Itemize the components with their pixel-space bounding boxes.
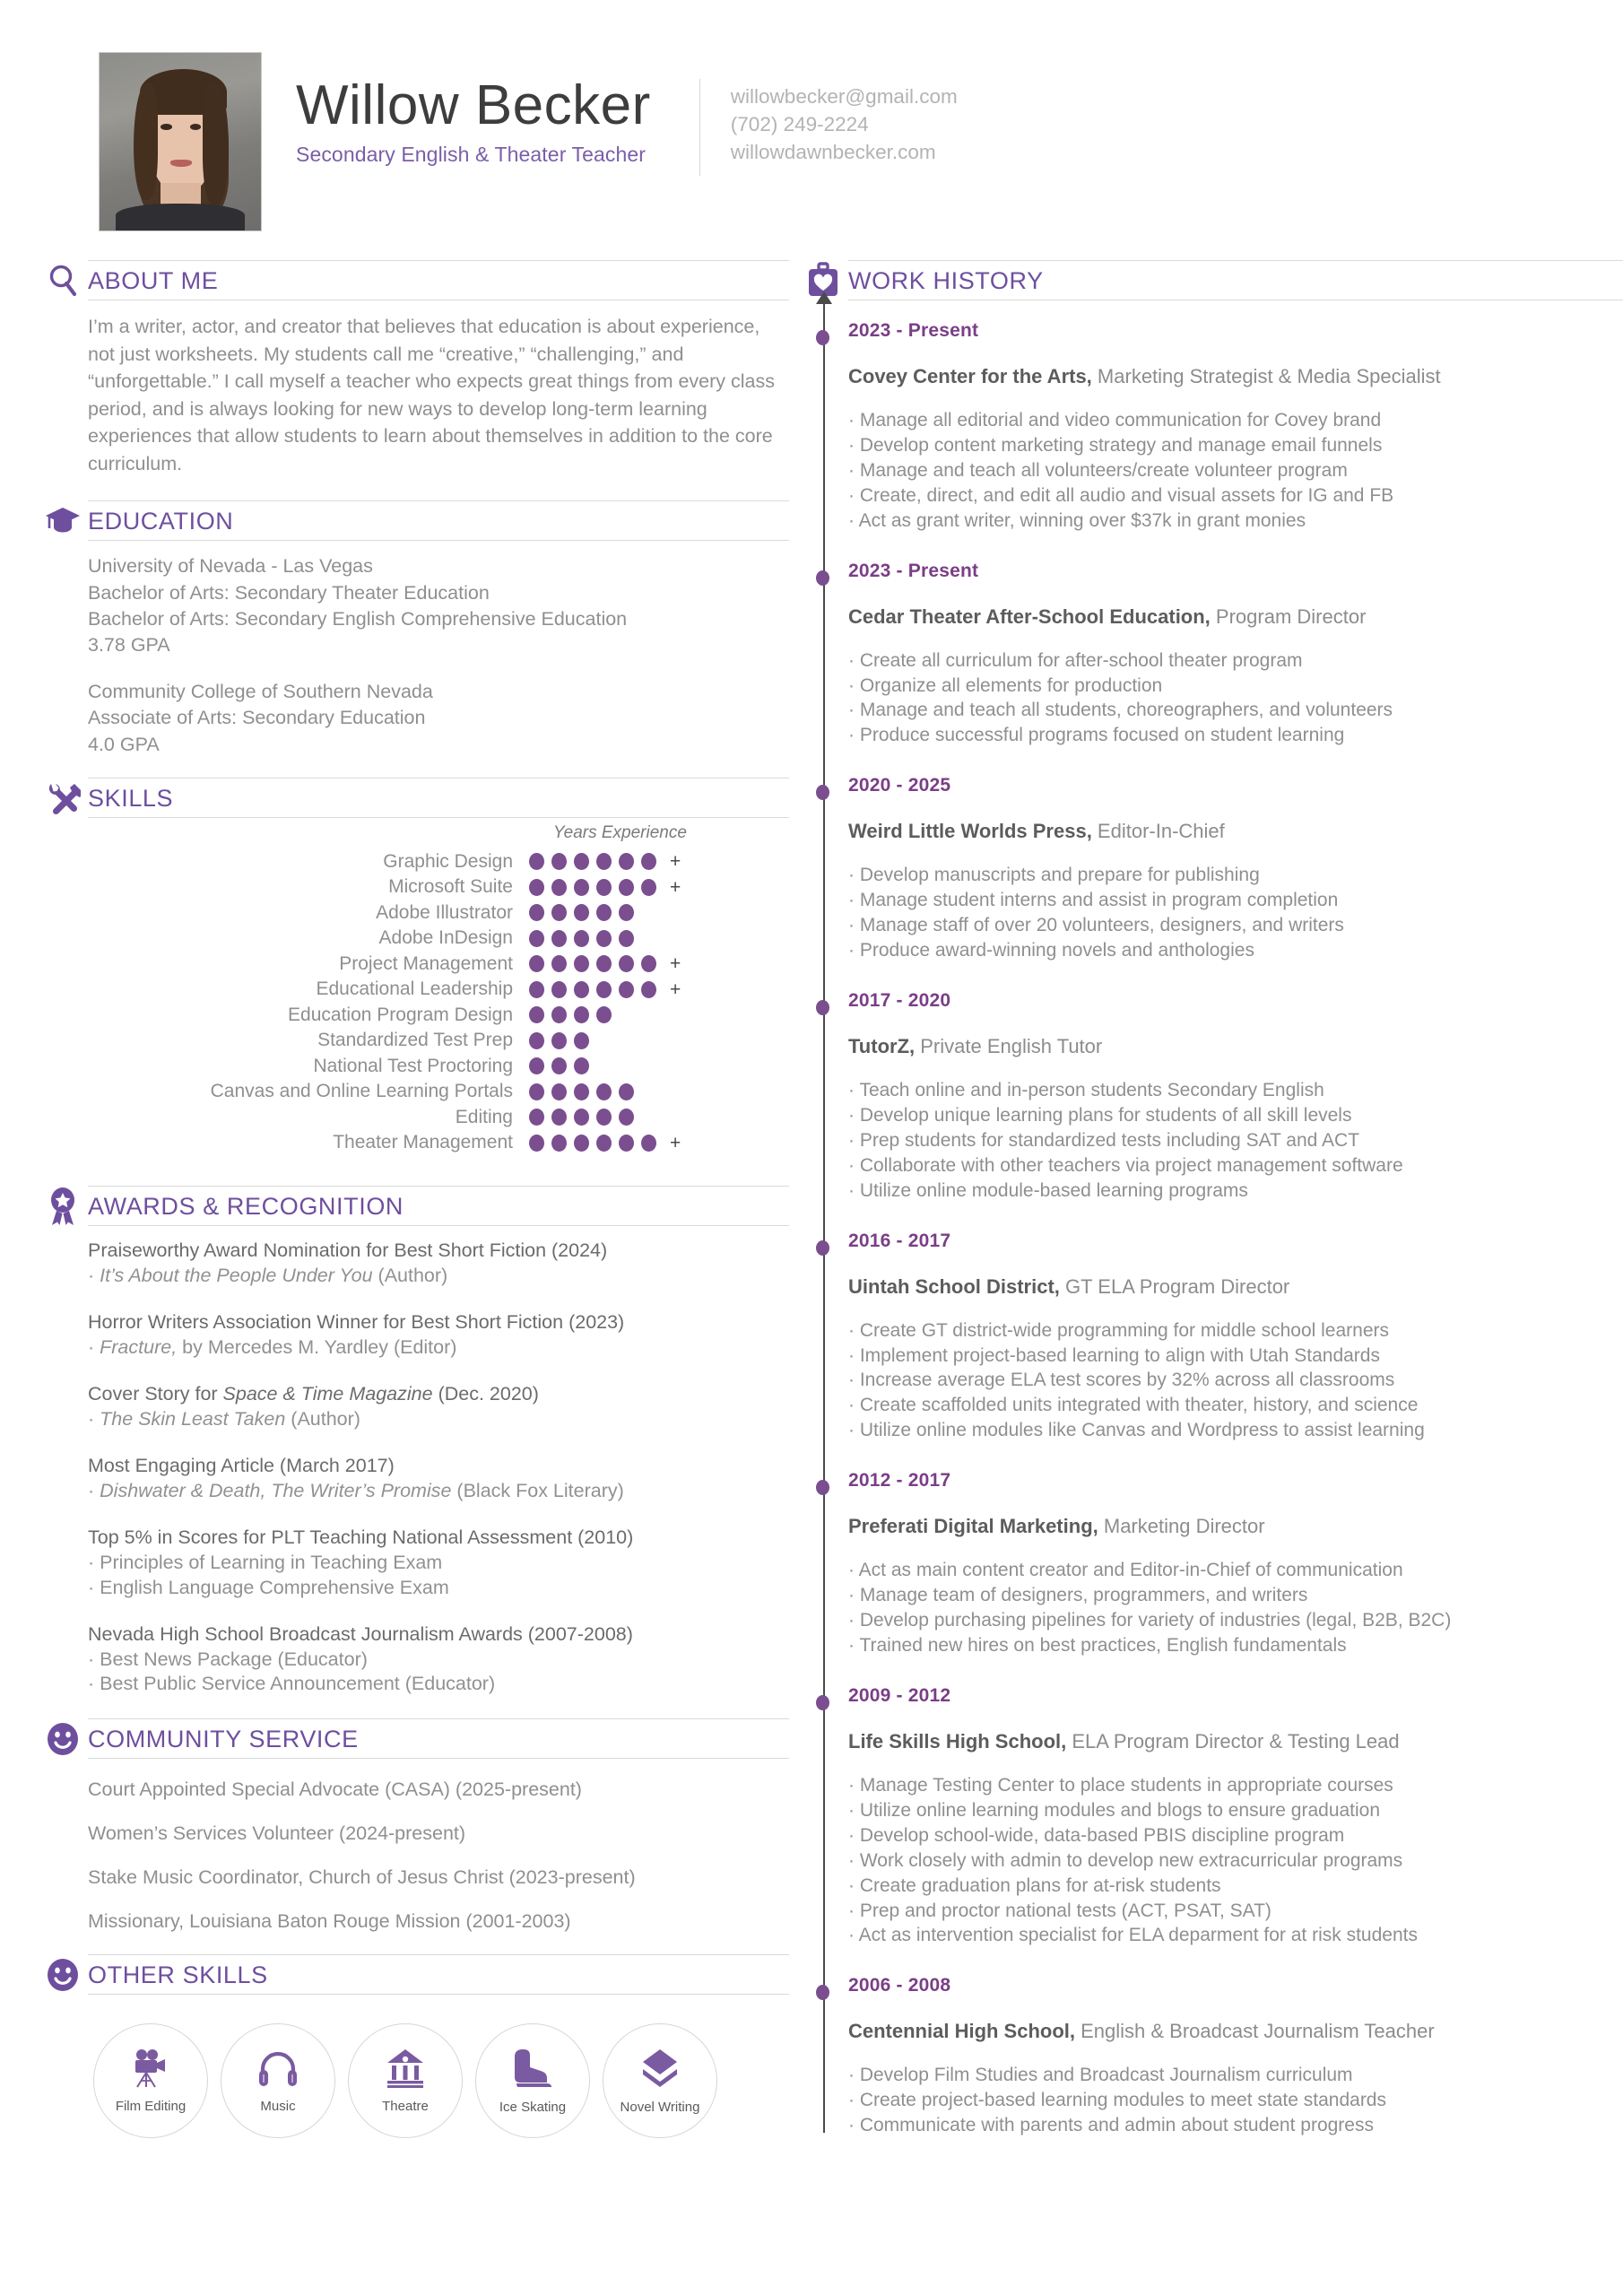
job-bullet: · Utilize online module-based learning programs	[848, 1179, 1248, 1201]
job-title-line	[848, 605, 1623, 629]
other-skills-row	[93, 2007, 789, 2138]
section-title: AWARDS & RECOGNITION	[88, 1193, 404, 1221]
skill-name: Graphic Design	[383, 850, 513, 872]
job-bullet: · Communicate with parents and admin about student progress	[848, 2115, 1374, 2136]
section-title: COMMUNITY SERVICE	[88, 1726, 359, 1753]
job-bullet-list	[848, 1558, 1623, 1658]
work-history-entry	[848, 1975, 1623, 2138]
award-entry	[88, 1310, 789, 1361]
rating-dot	[529, 955, 544, 972]
job-bullet: · Utilize online learning modules and blogs to ensure graduation	[848, 1799, 1381, 1821]
education-institution: University of Nevada - Las Vegas	[88, 555, 373, 578]
smiley-icon	[38, 1721, 88, 1757]
rating-dot	[551, 930, 567, 947]
right-column	[789, 260, 1623, 2165]
other-skill-label: Music	[260, 2098, 296, 2114]
job-bullet: · Organize all elements for production	[848, 674, 1163, 696]
job-bullet: · Manage all editorial and video communication for Covey brand	[848, 410, 1382, 430]
award-detail: · English Language Comprehensive Exam	[88, 1576, 449, 1598]
layers-icon	[639, 2048, 681, 2093]
section-title: EDUCATION	[88, 508, 234, 535]
job-title-line	[848, 1730, 1623, 1753]
award-title: Most Engaging Article (March 2017)	[88, 1454, 395, 1476]
rating-dot	[551, 981, 567, 998]
rating-dot	[551, 1083, 567, 1100]
rating-dot	[551, 1006, 567, 1023]
rating-dot	[529, 879, 544, 896]
rating-dot	[641, 955, 656, 972]
job-date-range: 2012 - 2017	[848, 1470, 951, 1492]
job-bullet: · Act as grant writer, winning over $37k in grant monies	[848, 509, 1306, 531]
job-bullet: · Create GT district-wide programming for middle school learners	[848, 1319, 1389, 1341]
rating-dot	[596, 930, 612, 947]
rating-dot	[641, 981, 656, 998]
section-title: ABOUT ME	[88, 267, 219, 294]
rating-dot	[529, 930, 544, 947]
work-history-entry	[848, 990, 1623, 1204]
timeline-arrow-icon	[816, 291, 832, 304]
job-bullet: · Teach online and in-person students Secondary English	[848, 1079, 1324, 1100]
work-history-entry	[848, 775, 1623, 963]
skill-name: Canvas and Online Learning Portals	[210, 1081, 513, 1102]
education-detail: Associate of Arts: Secondary Education	[88, 707, 426, 729]
award-entry	[88, 1526, 789, 1601]
community-service-item: Women’s Services Volunteer (2024-present)	[88, 1822, 466, 1845]
job-bullet: · Manage team of designers, programmers, and writers	[848, 1585, 1308, 1606]
rating-dot	[619, 1083, 634, 1100]
award-detail: · The Skin Least Taken (Author)	[88, 1407, 360, 1430]
rating-dot	[596, 955, 612, 972]
resume-header	[0, 0, 1623, 231]
job-role: ELA Program Director & Testing Lead	[1066, 1729, 1400, 1752]
classical-building-icon	[384, 2048, 427, 2092]
work-history-list	[798, 300, 1623, 2138]
job-bullet: · Act as intervention specialist for ELA deparment for at risk students	[848, 1925, 1418, 1946]
job-bullet: · Trained new hires on best practices, English fundamentals	[848, 1634, 1347, 1656]
skill-name: Microsoft Suite	[388, 876, 513, 898]
rating-dot	[619, 981, 634, 998]
job-company: Weird Little Worlds Press,	[848, 820, 1092, 843]
job-bullet: · Create graduation plans for at-risk students	[848, 1874, 1221, 1896]
about-text: I’m a writer, actor, and creator that believes that education is about experience, not just worksheets. My students call me “creative,” “challenging,” and “unforgettable.” I call myself a teacher who expects great things from every class period, and is always looking for new ways to develop long-term learning experiences that allow students to learn about themselves in addition to the core curriculum.	[88, 316, 775, 474]
rating-dot	[574, 904, 589, 921]
rating-dot	[596, 1135, 612, 1152]
profile-photo	[99, 52, 262, 231]
timeline-dot	[816, 1240, 829, 1256]
other-skill-label: Novel Writing	[620, 2099, 700, 2115]
job-date-range: 2009 - 2012	[848, 1684, 951, 1706]
rating-dot	[619, 955, 634, 972]
skill-row	[38, 874, 789, 900]
community-service-item: Missionary, Louisiana Baton Rouge Mission (2001-2003)	[88, 1910, 571, 1933]
rating-dot	[596, 904, 612, 921]
job-bullet: · Produce successful programs focused on student learning	[848, 725, 1345, 746]
job-bullet: · Work closely with admin to develop new extracurricular programs	[848, 1849, 1403, 1871]
job-title-line	[848, 1515, 1623, 1538]
education-detail: Bachelor of Arts: Secondary English Comprehensive Education	[88, 608, 628, 630]
timeline-dot	[816, 330, 829, 345]
timeline-dot	[816, 1695, 829, 1710]
education-entry	[88, 553, 789, 659]
section-awards	[38, 1186, 789, 1697]
rating-dot	[529, 1032, 544, 1049]
rating-dot	[574, 1083, 589, 1100]
rating-dot	[619, 1135, 634, 1152]
section-title: OTHER SKILLS	[88, 1961, 268, 1989]
job-bullet: · Prep students for standardized tests including SAT and ACT	[848, 1129, 1360, 1151]
education-detail: 4.0 GPA	[88, 733, 160, 755]
job-title-line	[848, 1035, 1623, 1058]
skill-name: Educational Leadership	[316, 978, 513, 1000]
rating-dot	[596, 879, 612, 896]
section-about-me	[38, 260, 789, 477]
rating-dot	[551, 879, 567, 896]
other-skill-label: Ice Skating	[499, 2099, 567, 2115]
rating-dot	[574, 930, 589, 947]
skill-rating-dots	[529, 930, 634, 947]
job-role: Program Director	[1210, 604, 1367, 628]
name-block	[262, 52, 651, 167]
graduation-cap-icon	[38, 506, 88, 536]
job-company: Uintah School District,	[848, 1274, 1060, 1298]
candidate-subtitle: Secondary English & Theater Teacher	[296, 143, 647, 167]
headphones-icon	[257, 2048, 299, 2092]
rating-dot	[641, 1135, 656, 1152]
skill-rating-dots	[529, 980, 681, 999]
rating-plus: +	[670, 851, 681, 873]
job-bullet: · Develop Film Studies and Broadcast Journalism curriculum	[848, 2065, 1353, 2086]
contact-block	[700, 52, 958, 166]
rating-dot	[574, 853, 589, 870]
job-bullet: · Act as main content creator and Editor-in-Chief of communication	[848, 1560, 1403, 1581]
education-body	[38, 541, 789, 758]
job-company: Preferati Digital Marketing,	[848, 1515, 1098, 1538]
other-skill-label: Theatre	[382, 2098, 429, 2114]
timeline-dot	[816, 1000, 829, 1015]
award-title: Praiseworthy Award Nomination for Best Short Fiction (2024)	[88, 1239, 608, 1262]
job-company: Cedar Theater After-School Education,	[848, 604, 1211, 628]
rating-dot	[619, 904, 634, 921]
job-title-line	[848, 365, 1623, 388]
award-entry	[88, 1239, 789, 1289]
job-bullet-list	[848, 863, 1623, 963]
rating-plus: +	[670, 876, 681, 898]
skill-name: Adobe InDesign	[378, 927, 513, 949]
smiley-icon	[38, 1957, 88, 1993]
rating-plus: +	[670, 978, 681, 1000]
rating-dot	[551, 1109, 567, 1126]
skill-rating-dots	[529, 852, 681, 871]
job-bullet: · Manage staff of over 20 volunteers, designers, and writers	[848, 915, 1344, 936]
job-bullet: · Develop school-wide, data-based PBIS discipline program	[848, 1824, 1345, 1846]
rating-dot	[551, 1057, 567, 1074]
job-company: Covey Center for the Arts,	[848, 365, 1092, 387]
job-title-line	[848, 820, 1623, 843]
rating-plus: +	[670, 1132, 681, 1153]
section-title: WORK HISTORY	[848, 267, 1044, 294]
other-skill-item[interactable]	[348, 2023, 463, 2138]
job-date-range: 2016 - 2017	[848, 1230, 951, 1251]
job-bullet: · Create project-based learning modules to meet state standards	[848, 2090, 1386, 2111]
section-other-skills	[38, 1954, 789, 2138]
rating-dot	[551, 955, 567, 972]
skill-row	[38, 848, 789, 874]
award-entry	[88, 1382, 789, 1432]
job-role: Marketing Director	[1098, 1515, 1265, 1538]
rating-dot	[551, 904, 567, 921]
job-bullet-list	[848, 2063, 1623, 2138]
work-history-entry	[848, 561, 1623, 749]
skill-rating-dots	[529, 904, 634, 921]
contact-phone[interactable]: (702) 249-2224	[730, 113, 869, 136]
job-role: Marketing Strategist & Media Specialist	[1091, 365, 1441, 387]
rating-dot	[596, 981, 612, 998]
skill-row	[38, 951, 789, 977]
job-role: English & Broadcast Journalism Teacher	[1075, 2020, 1435, 2043]
rating-dot	[641, 853, 656, 870]
skill-row	[38, 977, 789, 1003]
award-detail: · Best News Package (Educator)	[88, 1648, 368, 1670]
rating-dot	[529, 1135, 544, 1152]
rating-dot	[551, 853, 567, 870]
candidate-name: Willow Becker	[296, 74, 651, 136]
award-ribbon-icon	[38, 1187, 88, 1226]
rating-dot	[551, 1135, 567, 1152]
job-company: Life Skills High School,	[848, 1729, 1067, 1752]
other-skill-item[interactable]	[475, 2023, 590, 2138]
jobs-container	[848, 320, 1623, 2138]
education-institution: Community College of Southern Nevada	[88, 680, 433, 702]
rating-dot	[574, 1057, 589, 1074]
rating-dot	[551, 1032, 567, 1049]
job-bullet: · Implement project-based learning to align with Utah Standards	[848, 1344, 1380, 1366]
timeline-dot	[816, 1985, 829, 2000]
other-skill-item[interactable]	[603, 2023, 717, 2138]
job-bullet: · Manage Testing Center to place students in appropriate courses	[848, 1774, 1393, 1796]
skill-name: Editing	[455, 1106, 513, 1127]
timeline-dot	[816, 785, 829, 800]
rating-dot	[574, 955, 589, 972]
section-work-history	[798, 260, 1623, 2138]
job-bullet: · Create all curriculum for after-school theater program	[848, 649, 1303, 671]
contact-email[interactable]: willowbecker@gmail.com	[730, 85, 958, 108]
award-detail: · Principles of Learning in Teaching Exam	[88, 1551, 443, 1573]
rating-dot	[529, 1109, 544, 1126]
skill-name: Adobe Illustrator	[376, 901, 513, 923]
skill-name: Standardized Test Prep	[317, 1030, 513, 1051]
award-detail: · Dishwater & Death, The Writer’s Promise (Black Fox Literary)	[88, 1479, 624, 1501]
award-title: Top 5% in Scores for PLT Teaching National Assessment (2010)	[88, 1526, 634, 1548]
job-bullet: · Create, direct, and edit all audio and visual assets for IG and FB	[848, 484, 1394, 506]
award-detail: · Fracture, by Mercedes M. Yardley (Editor)	[88, 1336, 457, 1359]
job-bullet-list	[848, 648, 1623, 749]
rating-plus: +	[670, 953, 681, 975]
job-company: Centennial High School,	[848, 2020, 1076, 2043]
skill-name: Project Management	[339, 952, 513, 974]
job-bullet: · Develop unique learning plans for students of all skill levels	[848, 1104, 1352, 1126]
job-bullet: · Produce award-winning novels and anthologies	[848, 940, 1254, 961]
timeline-dot	[816, 1480, 829, 1495]
job-role: GT ELA Program Director	[1059, 1274, 1290, 1298]
rating-dot	[574, 879, 589, 896]
job-title-line	[848, 1275, 1623, 1299]
rating-dot	[529, 1083, 544, 1100]
work-history-entry	[848, 1685, 1623, 1948]
award-detail: · Best Public Service Announcement (Educator)	[88, 1673, 496, 1695]
job-date-range: 2023 - Present	[848, 320, 979, 341]
magnifier-icon	[38, 264, 88, 298]
award-entry	[88, 1622, 789, 1698]
job-bullet: · Utilize online modules like Canvas and Wordpress to assist learning	[848, 1420, 1425, 1441]
award-detail: · It’s About the People Under You (Author)	[88, 1265, 448, 1287]
rating-dot	[529, 853, 544, 870]
skills-body	[38, 818, 789, 1155]
rating-dot	[529, 904, 544, 921]
rating-dot	[574, 1135, 589, 1152]
job-date-range: 2023 - Present	[848, 560, 979, 581]
award-title: Horror Writers Association Winner for Best Short Fiction (2023)	[88, 1311, 625, 1334]
rating-dot	[596, 1083, 612, 1100]
job-bullet: · Manage and teach all volunteers/create volunteer program	[848, 459, 1348, 481]
rating-dot	[619, 853, 634, 870]
education-entry	[88, 679, 789, 758]
tools-icon	[38, 781, 88, 815]
work-history-entry	[848, 1470, 1623, 1658]
community-service-item: Court Appointed Special Advocate (CASA) (2025-present)	[88, 1779, 582, 1801]
job-bullet: · Collaborate with other teachers via project management software	[848, 1154, 1403, 1176]
job-bullet: · Develop content marketing strategy and manage email funnels	[848, 434, 1383, 456]
skill-name: National Test Proctoring	[313, 1055, 513, 1076]
job-bullet-list	[848, 408, 1623, 534]
job-date-range: 2020 - 2025	[848, 775, 951, 796]
section-skills	[38, 778, 789, 1155]
job-role: Editor-In-Chief	[1091, 820, 1225, 843]
job-company: TutorZ,	[848, 1034, 916, 1057]
job-bullet-list	[848, 1773, 1623, 1948]
rating-dot	[529, 981, 544, 998]
award-entry	[88, 1454, 789, 1504]
skill-name: Education Program Design	[288, 1004, 513, 1025]
job-bullet-list	[848, 1078, 1623, 1204]
skill-row	[38, 1002, 789, 1028]
skill-name: Theater Management	[333, 1132, 513, 1153]
job-date-range: 2017 - 2020	[848, 989, 951, 1011]
rating-dot	[596, 853, 612, 870]
rating-dot	[619, 879, 634, 896]
section-community-service	[38, 1718, 789, 1933]
timeline-dot	[816, 570, 829, 586]
ice-skate-icon	[511, 2048, 554, 2093]
work-history-entry	[848, 320, 1623, 534]
job-date-range: 2006 - 2008	[848, 1975, 951, 1996]
rating-dot	[529, 1006, 544, 1023]
skill-row	[38, 926, 789, 952]
rating-dot	[574, 1032, 589, 1049]
skill-row	[38, 1130, 789, 1156]
other-skill-item[interactable]	[93, 2023, 208, 2138]
skill-row	[38, 900, 789, 926]
job-role: Private English Tutor	[915, 1034, 1103, 1057]
rating-dot	[574, 1006, 589, 1023]
award-title: Nevada High School Broadcast Journalism Awards (2007-2008)	[88, 1622, 633, 1645]
other-skill-item[interactable]	[221, 2023, 335, 2138]
job-bullet: · Develop manuscripts and prepare for publishing	[848, 865, 1260, 886]
section-title: SKILLS	[88, 785, 174, 813]
rating-dot	[596, 1006, 612, 1023]
rating-dot	[596, 1109, 612, 1126]
education-detail: 3.78 GPA	[88, 634, 170, 657]
contact-website[interactable]: willowdawnbecker.com	[730, 141, 936, 164]
community-body	[38, 1759, 789, 1933]
skill-rating-dots	[529, 1083, 634, 1100]
rating-dot	[529, 1057, 544, 1074]
skill-row	[38, 1104, 789, 1130]
skill-rating-dots	[529, 1109, 634, 1126]
rating-dot	[619, 930, 634, 947]
skill-rating-dots	[529, 878, 681, 897]
education-detail: Bachelor of Arts: Secondary Theater Education	[88, 581, 490, 604]
job-bullet: · Manage student interns and assist in program completion	[848, 890, 1339, 911]
skill-rating-dots	[529, 1057, 589, 1074]
job-bullet: · Prep and proctor national tests (ACT, PSAT, SAT)	[848, 1900, 1271, 1921]
skill-row	[38, 1079, 789, 1105]
rating-dot	[574, 981, 589, 998]
work-history-entry	[848, 1231, 1623, 1444]
skills-scale-label: Years Experience	[553, 823, 687, 843]
rating-dot	[619, 1109, 634, 1126]
skill-rating-dots	[529, 1006, 612, 1023]
skills-list	[38, 848, 789, 1155]
community-service-item: Stake Music Coordinator, Church of Jesus Christ (2023-present)	[88, 1866, 636, 1889]
job-bullet: · Increase average ELA test scores by 32% across all classrooms	[848, 1370, 1395, 1391]
job-bullet: · Manage and teach all students, choreographers, and volunteers	[848, 700, 1393, 721]
job-bullet: · Create scaffolded units integrated with theater, history, and science	[848, 1395, 1419, 1416]
skill-row	[38, 1028, 789, 1054]
skill-row	[38, 1053, 789, 1079]
award-title: Cover Story for Space & Time Magazine (Dec. 2020)	[88, 1383, 539, 1405]
job-bullet: · Develop purchasing pipelines for variety of industries (legal, B2B, B2C)	[848, 1610, 1452, 1631]
job-title-line	[848, 2020, 1623, 2043]
other-skill-label: Film Editing	[115, 2098, 187, 2114]
film-camera-icon	[129, 2048, 172, 2092]
rating-dot	[641, 879, 656, 896]
rating-dot	[574, 1109, 589, 1126]
awards-body	[38, 1226, 789, 1697]
skill-rating-dots	[529, 1032, 589, 1049]
section-education	[38, 500, 789, 758]
skill-rating-dots	[529, 1134, 681, 1152]
skill-rating-dots	[529, 954, 681, 973]
left-column	[0, 260, 789, 2165]
job-bullet-list	[848, 1318, 1623, 1444]
